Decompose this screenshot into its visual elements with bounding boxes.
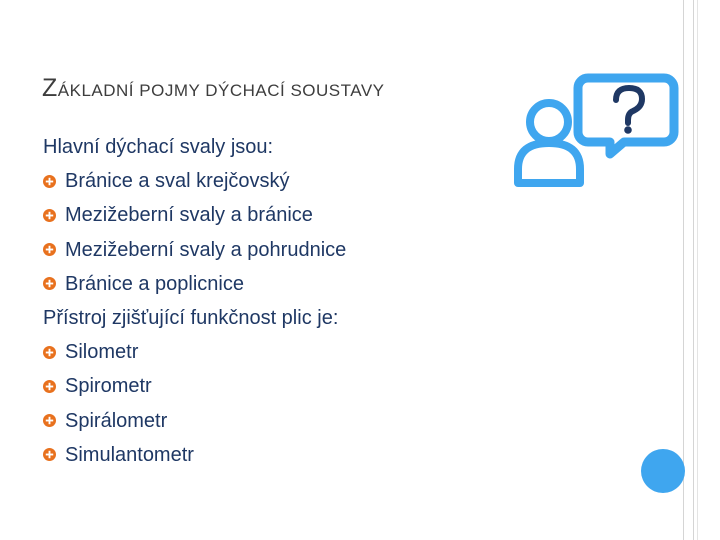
option-item (43, 438, 346, 472)
option-text: Spirálometr (65, 409, 168, 432)
option-item (43, 335, 346, 369)
option-text: Silometr (65, 341, 139, 364)
edge-rule (693, 0, 694, 540)
option-item (43, 164, 346, 198)
edge-rule (683, 0, 684, 540)
option-text: Spirometr (65, 375, 152, 398)
option-text: Mezižeberní svaly a bránice (65, 204, 313, 227)
option-text: Simulantometr (65, 443, 194, 466)
question-1-text: Hlavní dýchací svaly jsou: (43, 136, 274, 158)
option-text: Bránice a poplicnice (65, 272, 244, 295)
bullet-icon (43, 445, 65, 465)
bullet-icon (43, 171, 65, 191)
bullet-icon (43, 274, 65, 294)
option-item (43, 198, 346, 232)
option-item (43, 369, 346, 403)
bullet-icon (43, 342, 65, 362)
option-item (43, 404, 346, 438)
bullet-icon (43, 240, 65, 260)
bullet-icon (43, 411, 65, 431)
bullet-icon (43, 376, 65, 396)
title-rest: ÁKLADNÍ POJMY DÝCHACÍ SOUSTAVY (57, 81, 385, 100)
bullet-icon (43, 205, 65, 225)
option-text: Mezižeberní svaly a pohrudnice (65, 238, 347, 261)
question-2-text: Přístroj zjišťující funkčnost plic je: (43, 306, 339, 329)
edge-rule (697, 0, 698, 540)
option-text: Bránice a sval krejčovský (65, 170, 290, 193)
decorative-circle (641, 449, 685, 493)
option-item (43, 233, 346, 267)
slide-content (43, 130, 346, 472)
person-question-bubble-icon (512, 70, 682, 190)
question-2 (43, 301, 346, 335)
title-initial: Z (42, 74, 58, 102)
option-item (43, 267, 346, 301)
slide-title (42, 74, 385, 103)
question-1 (43, 130, 346, 164)
